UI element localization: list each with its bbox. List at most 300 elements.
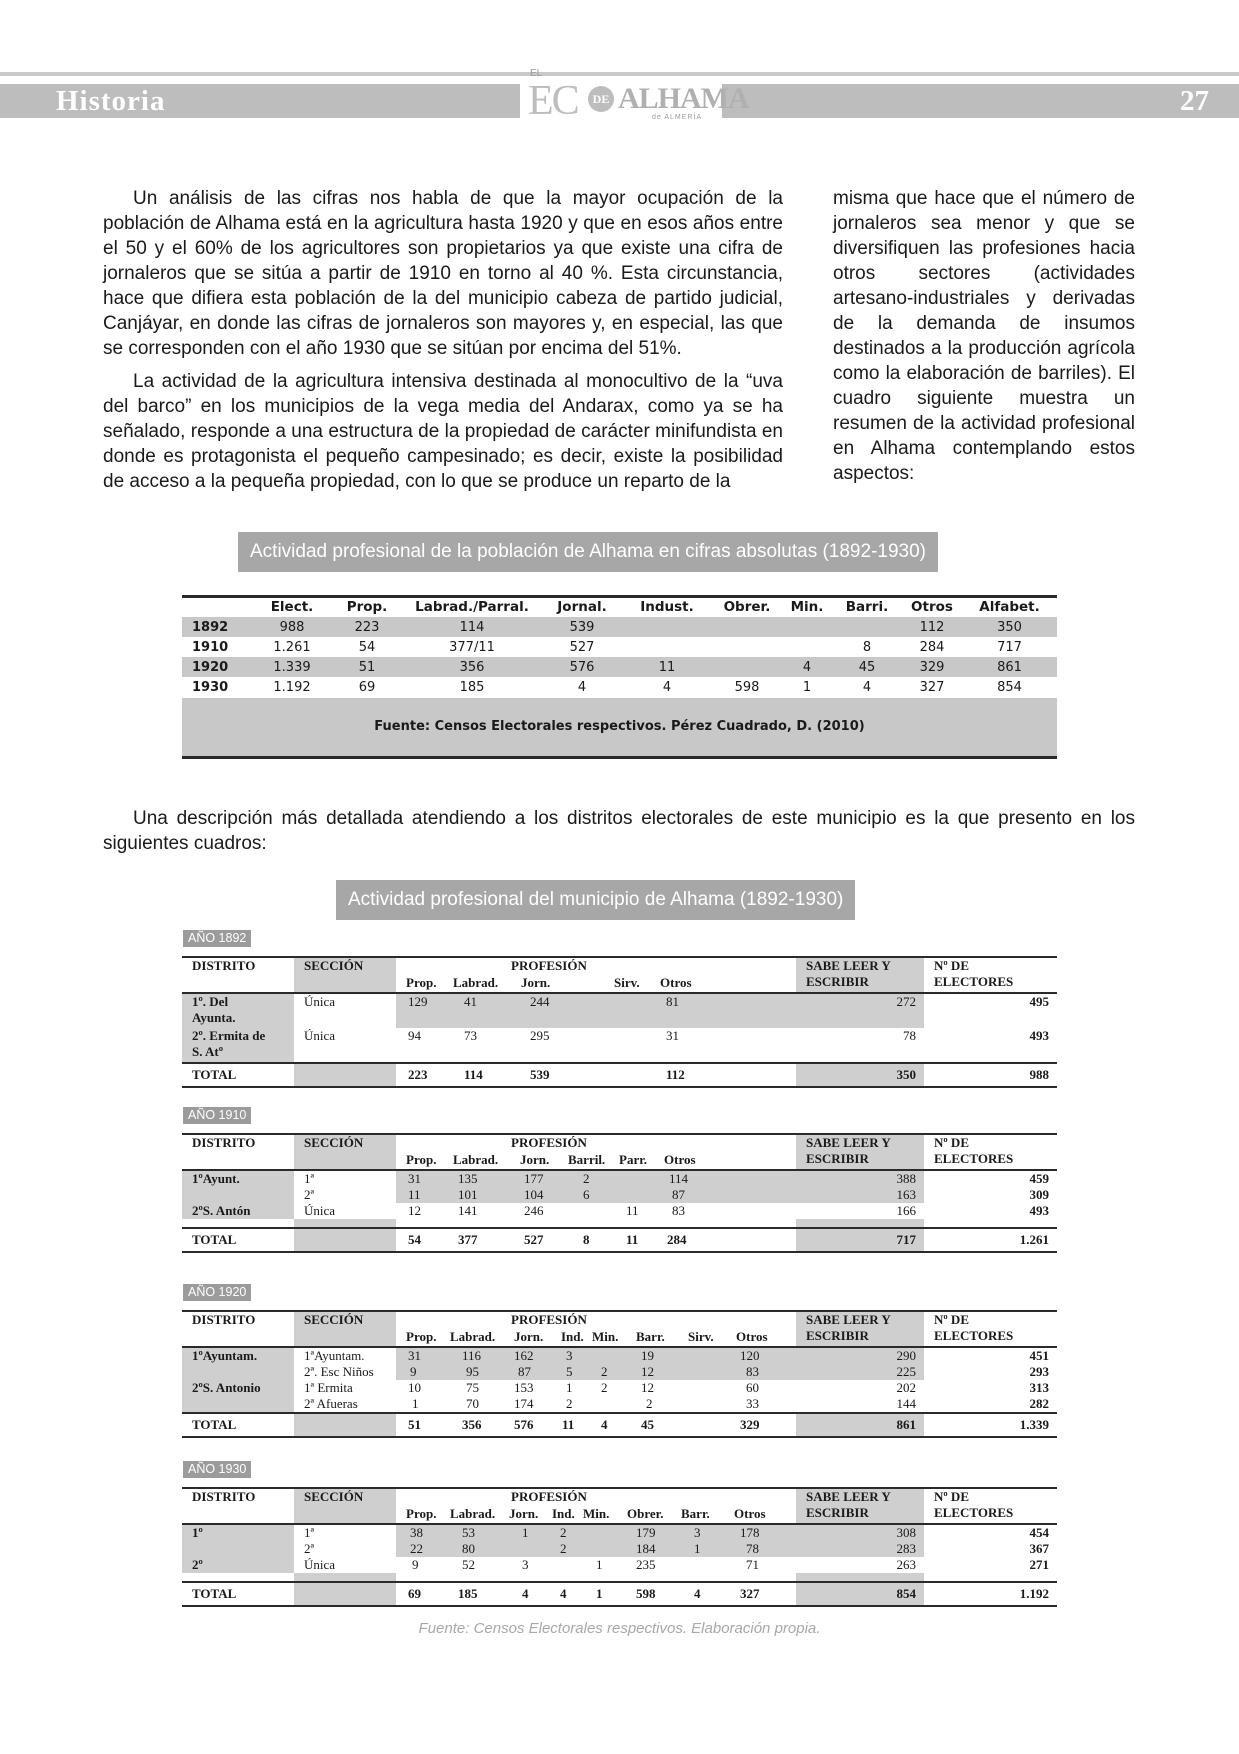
value: 9: [412, 1557, 419, 1572]
value: 177: [524, 1171, 544, 1186]
cell: [712, 657, 782, 677]
header-sabe: [796, 1488, 924, 1524]
value: 1: [566, 1380, 573, 1395]
cell: 45: [832, 657, 902, 677]
value: 2: [646, 1396, 653, 1411]
table1-source-box: [182, 698, 1057, 759]
value: 1: [596, 1557, 603, 1572]
sub-header: Barril.: [568, 1152, 606, 1167]
value: 576: [514, 1417, 534, 1432]
cell: 114: [402, 617, 542, 637]
cell-distrito: [182, 993, 294, 1028]
header-cell: Otros: [911, 598, 953, 615]
spacer: [294, 1219, 396, 1228]
value: 41: [464, 994, 477, 1009]
cell: 988: [252, 617, 332, 637]
cell-seccion: 2ª. Esc Niños: [304, 1364, 374, 1379]
header-nde: Nº DE: [934, 1489, 969, 1504]
header-sabe: [796, 1134, 924, 1170]
table-row: [182, 617, 1057, 637]
value: 83: [672, 1203, 685, 1218]
value: 6: [583, 1187, 590, 1202]
table1-source: Fuente: Censos Electorales respectivos. Pérez Cuadrado, D. (2010): [374, 719, 865, 734]
header-nde: Nº DE: [934, 1312, 969, 1327]
cell: 1.261: [273, 639, 311, 655]
header-electores: [924, 1311, 1057, 1347]
header-profesion-cell: [396, 1488, 796, 1524]
value: 12: [641, 1364, 654, 1379]
cell: 4: [862, 679, 872, 695]
cell-sabe: 861: [796, 1413, 924, 1437]
value: 71: [746, 1557, 759, 1572]
cell-sabe: 78: [903, 1028, 916, 1043]
cell-sabe: 283: [796, 1541, 924, 1557]
value: 356: [462, 1417, 482, 1432]
cell: 329: [902, 657, 962, 677]
header-sabe-2: ESCRIBIR: [806, 974, 869, 989]
table-row: [182, 637, 1057, 657]
sub-header: Parr.: [619, 1152, 648, 1167]
header-sabe: [796, 1311, 924, 1347]
value: 38: [410, 1525, 423, 1540]
header-seccion: SECCIÓN: [294, 1311, 396, 1347]
cell-empty: [294, 1582, 396, 1606]
value: 329: [740, 1417, 760, 1432]
header-seccion: SECCIÓN: [294, 1134, 396, 1170]
cell-distrito: [182, 1364, 294, 1380]
sub-header: Ind.: [552, 1506, 575, 1521]
value: 31: [666, 1028, 679, 1043]
cell: 69: [358, 679, 376, 695]
value: 2: [601, 1380, 608, 1395]
cell: 185: [459, 679, 485, 695]
value: 327: [740, 1586, 760, 1601]
cell: 284: [919, 639, 945, 655]
cell-distrito: 2ºS. Antón: [182, 1203, 294, 1219]
cell: 576: [542, 657, 622, 677]
value: 9: [410, 1364, 417, 1379]
value: 184: [636, 1541, 656, 1556]
sub-header: Prop.: [406, 1506, 437, 1521]
header-sabe: [796, 957, 924, 993]
value: 112: [666, 1067, 685, 1082]
cell: [622, 617, 712, 637]
cell-sabe: 290: [796, 1347, 924, 1364]
table-row: [182, 1028, 1057, 1063]
spacer: [182, 1219, 294, 1228]
value: 53: [462, 1525, 475, 1540]
distrito-line: 2º. Ermita de: [192, 1028, 266, 1043]
spacer: [396, 1219, 796, 1228]
value: 3: [522, 1557, 529, 1572]
logo-alhama: ALHAMA: [618, 82, 749, 115]
cell-electores: 282: [1029, 1396, 1049, 1411]
value: 52: [462, 1557, 475, 1572]
header-sabe-2: ESCRIBIR: [806, 1328, 869, 1343]
value: 10: [408, 1380, 421, 1395]
cell-distrito: [182, 1028, 294, 1063]
cell-profesion: [396, 1396, 796, 1413]
total-row: [182, 1413, 1057, 1437]
spacer: [924, 1573, 1057, 1582]
cell: 223: [332, 617, 402, 637]
value: 185: [458, 1586, 478, 1601]
cell: [782, 617, 832, 637]
year-label: AÑO 1892: [183, 930, 251, 947]
table-header: [182, 1134, 1057, 1170]
value: 527: [524, 1232, 544, 1247]
header-profesion: PROFESIÓN: [511, 1135, 587, 1150]
spacer: [796, 1573, 924, 1582]
spacer: [294, 1573, 396, 1582]
cell-electores: 271: [1029, 1557, 1049, 1572]
logo-de: DE: [588, 86, 614, 112]
value: 179: [636, 1525, 656, 1540]
value: 135: [458, 1171, 478, 1186]
table-1920: [182, 1310, 1057, 1438]
paragraph: La actividad de la agricultura intensiva destinada al monocultivo de la “uva del barco” en los municipios de la vega media del Andarax, como ya se ha señalado, responde a una estructura de la propiedad de carácter minifundista en donde es protagonista el pequeño campesinado; es decir, existe la posibilidad de acceso a la pequeña propiedad, con lo que se produce un reparto de la: [103, 371, 783, 492]
total-row: [182, 1582, 1057, 1606]
cell-sabe: 163: [796, 1187, 924, 1203]
value: 114: [464, 1067, 483, 1082]
value: 75: [466, 1380, 479, 1395]
logo-el: EL: [530, 68, 543, 79]
cell-total-label: TOTAL: [182, 1413, 294, 1437]
header-cell: Barri.: [845, 598, 889, 615]
sub-header: Otros: [734, 1506, 766, 1521]
spacer: [182, 1573, 294, 1582]
value: 244: [530, 994, 550, 1009]
cell: 717: [997, 639, 1022, 655]
cell-seccion: Única: [304, 1203, 336, 1218]
value: 4: [560, 1586, 567, 1601]
cell-electores: 293: [1029, 1364, 1049, 1379]
total-row: [182, 1228, 1057, 1252]
magazine-logo: [528, 68, 749, 124]
sub-header: Sirv.: [688, 1329, 714, 1344]
header-sabe-1: SABE LEER Y: [806, 958, 891, 973]
table-row: [182, 1170, 1057, 1187]
cell: 1920: [182, 657, 252, 677]
cell-electores: 367: [1029, 1541, 1049, 1556]
sub-header: Prop.: [406, 1329, 437, 1344]
cell: 1.192: [273, 679, 311, 695]
cell-distrito: 1ºAyunt.: [182, 1170, 294, 1187]
cell-sabe: 350: [796, 1063, 924, 1087]
header-electores-label: ELECTORES: [934, 974, 1014, 989]
value: 69: [408, 1586, 421, 1601]
value: 116: [462, 1348, 482, 1363]
cell-seccion: 1ªAyuntam.: [304, 1348, 365, 1363]
value: 114: [669, 1171, 689, 1186]
cell-profesion: [396, 1364, 796, 1380]
value: 1: [596, 1586, 603, 1601]
logo-eco: EC: [528, 78, 578, 124]
right-column: [833, 186, 1135, 486]
cell-electores: 459: [1029, 1171, 1049, 1186]
value: 1: [522, 1525, 529, 1540]
cell-total-label: TOTAL: [182, 1228, 294, 1252]
value: 4: [694, 1586, 701, 1601]
cell: 1: [802, 679, 812, 695]
cell-distrito: [182, 1396, 294, 1413]
cell: 1892: [182, 617, 252, 637]
value: 33: [746, 1396, 759, 1411]
cell-sabe: 717: [796, 1228, 924, 1252]
value: 45: [641, 1417, 654, 1432]
sub-header: Otros: [660, 975, 692, 990]
header-cell: Elect.: [270, 598, 314, 615]
header-nde: Nº DE: [934, 1135, 969, 1150]
cell: 350: [962, 617, 1057, 637]
cell-electores: 1.261: [924, 1228, 1057, 1252]
header-profesion-cell: [396, 957, 796, 993]
cell: [782, 637, 832, 657]
header-sabe-1: SABE LEER Y: [806, 1312, 891, 1327]
cell-profesion: [396, 1524, 796, 1541]
cell-distrito: [182, 1187, 294, 1203]
table-row: [182, 1380, 1057, 1396]
paragraph: Una descripción más detallada atendiendo a los distritos electorales de este municipio es la que presento en los siguientes cuadros:: [103, 808, 1135, 854]
table-header: [182, 957, 1057, 993]
value: 80: [462, 1541, 475, 1556]
header-sabe-2: ESCRIBIR: [806, 1505, 869, 1520]
value: 87: [672, 1187, 685, 1202]
cell: 598: [734, 679, 760, 695]
sub-header: Labrad.: [450, 1506, 496, 1521]
header-cell: Alfabet.: [979, 598, 1040, 615]
value: 178: [740, 1525, 760, 1540]
cell-seccion: 1ª: [304, 1525, 315, 1540]
cell-electores: 493: [1029, 1028, 1049, 1043]
cell-electores: 309: [1029, 1187, 1049, 1202]
header-distrito: DISTRITO: [182, 1488, 294, 1524]
value: 2: [560, 1541, 567, 1556]
spacer-row: [182, 1573, 1057, 1582]
cell-profesion: [396, 1380, 796, 1396]
cell-profesion: [396, 1170, 796, 1187]
value: 5: [566, 1364, 573, 1379]
cell-electores: 988: [924, 1063, 1057, 1087]
sub-header: Prop.: [406, 975, 437, 990]
table-header: [182, 1311, 1057, 1347]
cell-sabe: 166: [896, 1203, 916, 1218]
value: 87: [518, 1364, 531, 1379]
cell: [832, 617, 902, 637]
header-bar-right: [722, 84, 1239, 118]
cell-electores: 493: [1029, 1203, 1049, 1218]
cell-profesion: [396, 1203, 796, 1219]
logo-almeria: de ALMERÍA: [652, 114, 703, 121]
table-1892: [182, 956, 1057, 1088]
value: 78: [746, 1541, 759, 1556]
sub-header: Obrer.: [627, 1506, 664, 1521]
cell-profesion: [396, 1347, 796, 1364]
cell-seccion: 2ª: [304, 1541, 315, 1556]
spacer: [924, 1219, 1057, 1228]
table-row: [182, 1524, 1057, 1541]
cell-distrito: [182, 1541, 294, 1557]
cell-seccion: 2ª Afueras: [304, 1396, 358, 1411]
cell: [622, 637, 712, 657]
sub-header: Barr.: [681, 1506, 710, 1521]
cell-seccion: Única: [304, 1557, 336, 1572]
cell-distrito: 1º: [182, 1524, 294, 1541]
header-cell: Indust.: [640, 598, 694, 615]
cell-seccion: 1ª: [304, 1171, 315, 1186]
cell: 1910: [192, 639, 229, 655]
header-profesion-cell: [396, 1311, 796, 1347]
sub-header: Prop.: [406, 1152, 437, 1167]
value: 129: [408, 994, 428, 1009]
cell: 4: [577, 679, 587, 695]
cell-profesion: [396, 1228, 796, 1252]
value: 22: [410, 1541, 423, 1556]
value: 1: [694, 1541, 701, 1556]
header-profesion: PROFESIÓN: [511, 1489, 587, 1504]
value: 12: [408, 1203, 421, 1218]
value: 31: [408, 1348, 421, 1363]
value: 2: [566, 1396, 573, 1411]
value: 235: [636, 1557, 656, 1572]
total-row: [182, 1063, 1057, 1087]
value: 54: [408, 1232, 421, 1247]
value: 2: [560, 1525, 567, 1540]
table-row: [182, 1347, 1057, 1364]
cell-empty: [294, 1413, 396, 1437]
cell-electores: 1.339: [924, 1413, 1057, 1437]
table-1930: [182, 1487, 1057, 1607]
sub-header: Labrad.: [450, 1329, 496, 1344]
table-row: [182, 993, 1057, 1028]
sub-header: Jorn.: [509, 1506, 539, 1521]
header-distrito: DISTRITO: [182, 1311, 294, 1347]
value: 2: [601, 1364, 608, 1379]
header-cell: Jornal.: [557, 598, 607, 615]
value: 284: [667, 1232, 687, 1247]
header-distrito: DISTRITO: [182, 1134, 294, 1170]
value: 4: [522, 1586, 529, 1601]
value: 153: [514, 1380, 534, 1395]
cell-sabe: 388: [796, 1170, 924, 1187]
table1: [182, 596, 1057, 697]
value: 141: [458, 1203, 478, 1218]
year-label: AÑO 1930: [183, 1461, 251, 1478]
header-profesion: PROFESIÓN: [511, 958, 587, 973]
value: 83: [746, 1364, 759, 1379]
sub-header: Ind.: [561, 1329, 584, 1344]
year-label: AÑO 1910: [183, 1107, 251, 1124]
sub-header: Labrad.: [453, 1152, 499, 1167]
cell-profesion: [396, 993, 796, 1028]
cell: 327: [919, 679, 945, 695]
value: 3: [694, 1525, 701, 1540]
table1-header: [182, 596, 1057, 617]
section-title: Historia: [56, 85, 166, 117]
table-header: [182, 1488, 1057, 1524]
value: 11: [562, 1417, 575, 1432]
cell-seccion: Única: [304, 1028, 336, 1043]
cell-sabe: 202: [896, 1380, 916, 1395]
cell-seccion: Única: [304, 994, 336, 1009]
value: 70: [466, 1396, 479, 1411]
year-label: AÑO 1920: [183, 1284, 251, 1301]
cell: 54: [358, 639, 376, 655]
value: 3: [566, 1348, 573, 1363]
cell-distrito: 2º: [182, 1557, 294, 1573]
sub-header: Min.: [583, 1506, 610, 1521]
cell-sabe: 854: [796, 1582, 924, 1606]
table2-caption: Actividad profesional del municipio de Alhama (1892-1930): [336, 880, 855, 920]
value: 101: [458, 1187, 478, 1202]
cell-electores: 451: [1029, 1348, 1049, 1363]
value: 1: [412, 1396, 419, 1411]
paragraph: misma que hace que el número de jornaleros sea menor y que se diversifiquen las profesiones hacia otros sectores (actividades artesano-industriales y derivadas de la demanda de insumos destinados a la producción agrícola como la elaboración de barriles). El cuadro siguiente muestra un resumen de la actividad profesional en Alhama contemplando estos aspectos:: [833, 188, 1135, 484]
header-cell: Labrad./Parral.: [415, 598, 529, 615]
header-seccion: SECCIÓN: [294, 957, 396, 993]
header-electores: [924, 957, 1057, 993]
cell-seccion: 1ª Ermita: [304, 1380, 353, 1395]
spacer-row: [182, 1219, 1057, 1228]
table-row: [182, 1203, 1057, 1219]
header-profesion-cell: [396, 1134, 796, 1170]
cell: 1930: [192, 679, 229, 695]
cell: 377/11: [449, 639, 495, 655]
cell-sabe: 263: [896, 1557, 916, 1572]
header-electores-label: ELECTORES: [934, 1505, 1014, 1520]
sub-header: Sirv.: [614, 975, 640, 990]
value: 120: [740, 1348, 760, 1363]
cell-electores: 454: [1029, 1525, 1049, 1540]
value: 31: [408, 1171, 421, 1186]
cell: 539: [542, 617, 622, 637]
value: 598: [636, 1586, 656, 1601]
cell: 527: [569, 639, 595, 655]
cell-sabe: 144: [896, 1396, 916, 1411]
sub-header: Otros: [736, 1329, 768, 1344]
table-row: [182, 657, 1057, 677]
cell: 51: [332, 657, 402, 677]
cell-total-label: TOTAL: [182, 1063, 294, 1087]
cell-profesion: [396, 1541, 796, 1557]
cell: [712, 617, 782, 637]
cell: 4: [662, 679, 672, 695]
header-electores: [924, 1134, 1057, 1170]
value: 8: [583, 1232, 590, 1247]
cell-electores: 495: [1029, 994, 1049, 1009]
cell: 861: [962, 657, 1057, 677]
table-row: [182, 1187, 1057, 1203]
table-row: [182, 1364, 1057, 1380]
cell: [712, 637, 782, 657]
value: 377: [458, 1232, 478, 1247]
value: 95: [466, 1364, 479, 1379]
spacer: [396, 1573, 796, 1582]
header-profesion: PROFESIÓN: [511, 1312, 587, 1327]
header-sabe-2: ESCRIBIR: [806, 1151, 869, 1166]
header-electores-label: ELECTORES: [934, 1151, 1014, 1166]
cell: 11: [622, 657, 712, 677]
value: 51: [408, 1417, 421, 1432]
header-electores-label: ELECTORES: [934, 1328, 1014, 1343]
value: 73: [464, 1028, 477, 1043]
table-row: [182, 1396, 1057, 1413]
cell-total-label: TOTAL: [182, 1582, 294, 1606]
value: 295: [530, 1028, 550, 1043]
value: 2: [583, 1171, 590, 1186]
value: 60: [746, 1380, 759, 1395]
cell-seccion: 2ª: [304, 1187, 315, 1202]
